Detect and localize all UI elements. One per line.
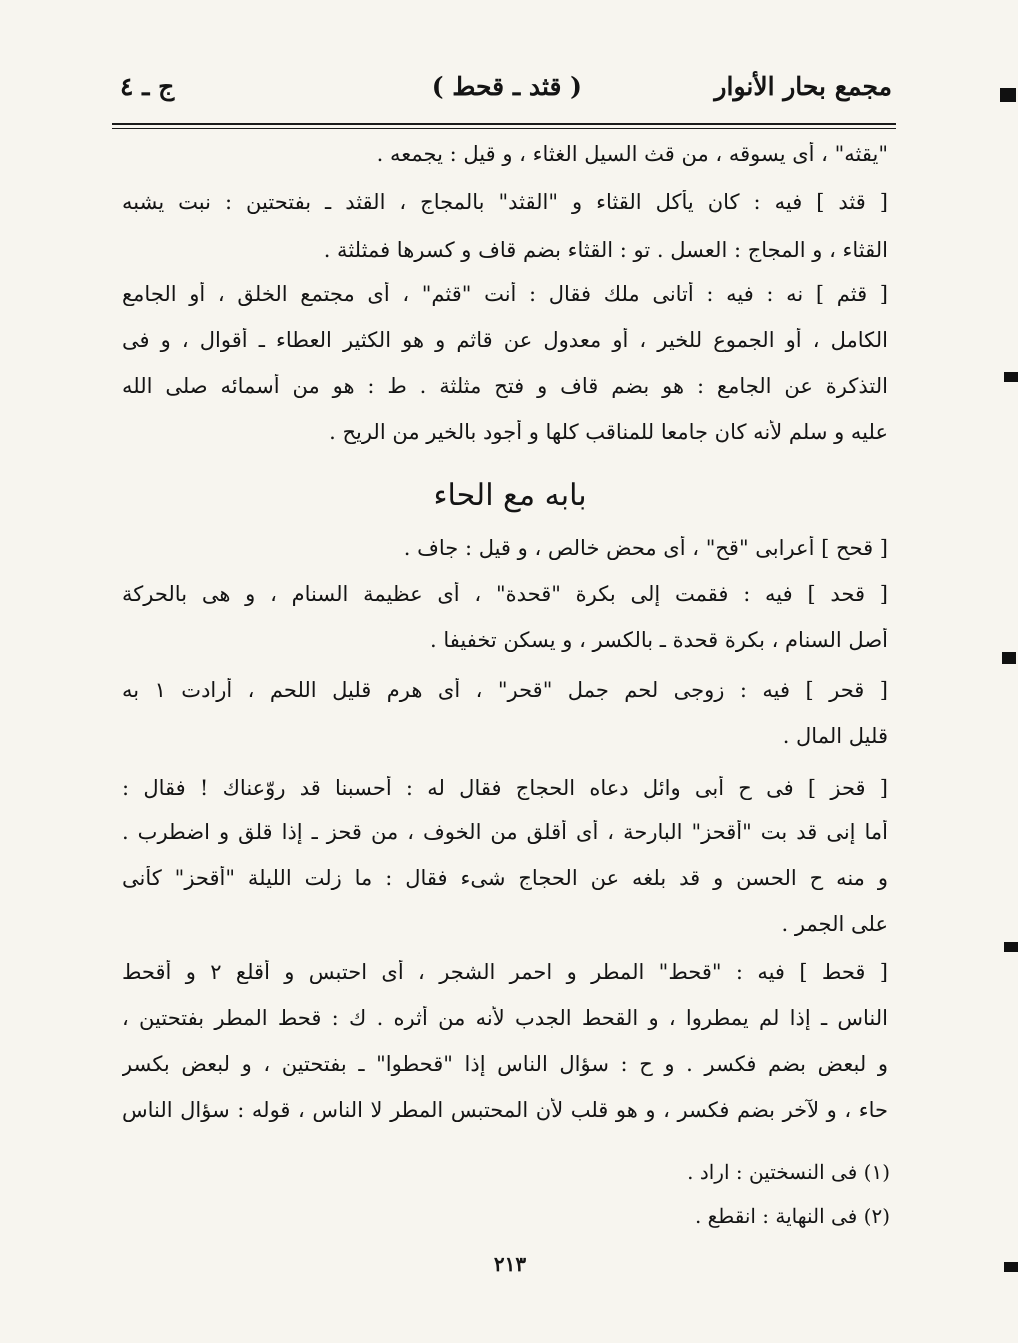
- text-line: [ قحد ] فيه : فقمت إلى بكرة "قحدة" ، أى عظيمة السنام ، و هى بالحركة: [122, 582, 888, 606]
- header-volume: ج ـ ٤: [120, 72, 175, 101]
- text-line: على الجمر .: [781, 912, 888, 936]
- text-line: الناس ـ إذا لم يمطروا ، و القحط الجدب لأنه من أثره . ك : قحط المطر بفتحتين ،: [122, 1006, 888, 1030]
- footnote-1: (١) فى النسختين : اراد .: [687, 1160, 890, 1184]
- page-number: ٢١٣: [493, 1252, 527, 1276]
- text-line: و لبعض بضم فكسر . و ح : سؤال الناس إذا "قحطوا" ـ بفتحتين ، و لبعض بكسر: [122, 1052, 888, 1076]
- text-line: أما إنى قد بت "أقحز" البارحة ، أى أقلق من الخوف ، من قحز ـ إذا قلق و اضطرب .: [122, 820, 888, 844]
- scan-mark: [1000, 88, 1016, 102]
- header-rule-thick: [112, 123, 896, 125]
- text-line: [ قحز ] فى ح أبى وائل دعاه الحجاج فقال له : أحسبنا قد روّعناك ! فقال :: [122, 776, 888, 800]
- text-line: القثاء ، و المجاج : العسل . تو : القثاء بضم قاف و كسرها فمثلثة .: [323, 238, 888, 262]
- text-line: [ قحط ] فيه : "قحط" المطر و احمر الشجر ، أى احتبس و أقلع ٢ و أقحط: [122, 960, 888, 984]
- scan-mark: [1002, 652, 1016, 664]
- text-line: [ قحر ] فيه : زوجى لحم جمل "قحر" ، أى هرم قليل اللحم ، أرادت ١ به: [122, 678, 888, 702]
- text-line: و منه ح الحسن و قد بلغه عن الحجاج شىء فقال : ما زلت الليلة "أقحز" كأنى: [122, 866, 888, 890]
- section-heading: بابه مع الحاء: [433, 478, 587, 513]
- scan-mark: [1004, 372, 1018, 382]
- text-line: التذكرة عن الجامع : هو بضم قاف و فتح مثلثة . ط : هو من أسمائه صلى الله: [122, 374, 888, 398]
- header-book-title: مجمع بحار الأنوار: [714, 72, 892, 101]
- text-line: الكامل ، أو الجموع للخير ، أو معدول عن قاثم و هو الكثير العطاء ـ أقوال ، و فى: [122, 328, 888, 352]
- page-header: [120, 72, 892, 116]
- footnote-2: (٢) فى النهاية : انقطع .: [694, 1204, 890, 1228]
- scan-mark: [1004, 1262, 1018, 1272]
- text-line: عليه و سلم لأنه كان جامعا للمناقب كلها و أجود بالخير من الريح .: [329, 420, 888, 444]
- text-line: [ قثد ] فيه : كان يأكل القثاء و "القثد" بالمجاج ، القثد ـ بفتحتين : نبت يشبه: [122, 190, 888, 214]
- header-entry-range: ( قثد ـ قحط ): [431, 72, 582, 101]
- text-line: حاء ، و لآخر بضم فكسر ، و هو قلب لأن المحتبس المطر لا الناس ، قوله : سؤال الناس: [122, 1098, 888, 1122]
- text-line: "يقثه" ، أى يسوقه ، من قث السيل الغثاء ، و قيل : يجمعه .: [376, 142, 888, 166]
- text-line: [ قثم ] نه : فيه : أتانى ملك فقال : أنت "قثم" ، أى مجتمع الخلق ، أو الجامع: [122, 282, 888, 306]
- scan-mark: [1004, 942, 1018, 952]
- text-line: قليل المال .: [782, 724, 888, 748]
- text-line: [ قحح ] أعرابى "قح" ، أى محض خالص ، و قيل : جاف .: [403, 536, 888, 560]
- header-rule-thin: [112, 128, 896, 129]
- text-line: أصل السنام ، بكرة قحدة ـ بالكسر ، و يسكن تخفيفا .: [430, 628, 888, 652]
